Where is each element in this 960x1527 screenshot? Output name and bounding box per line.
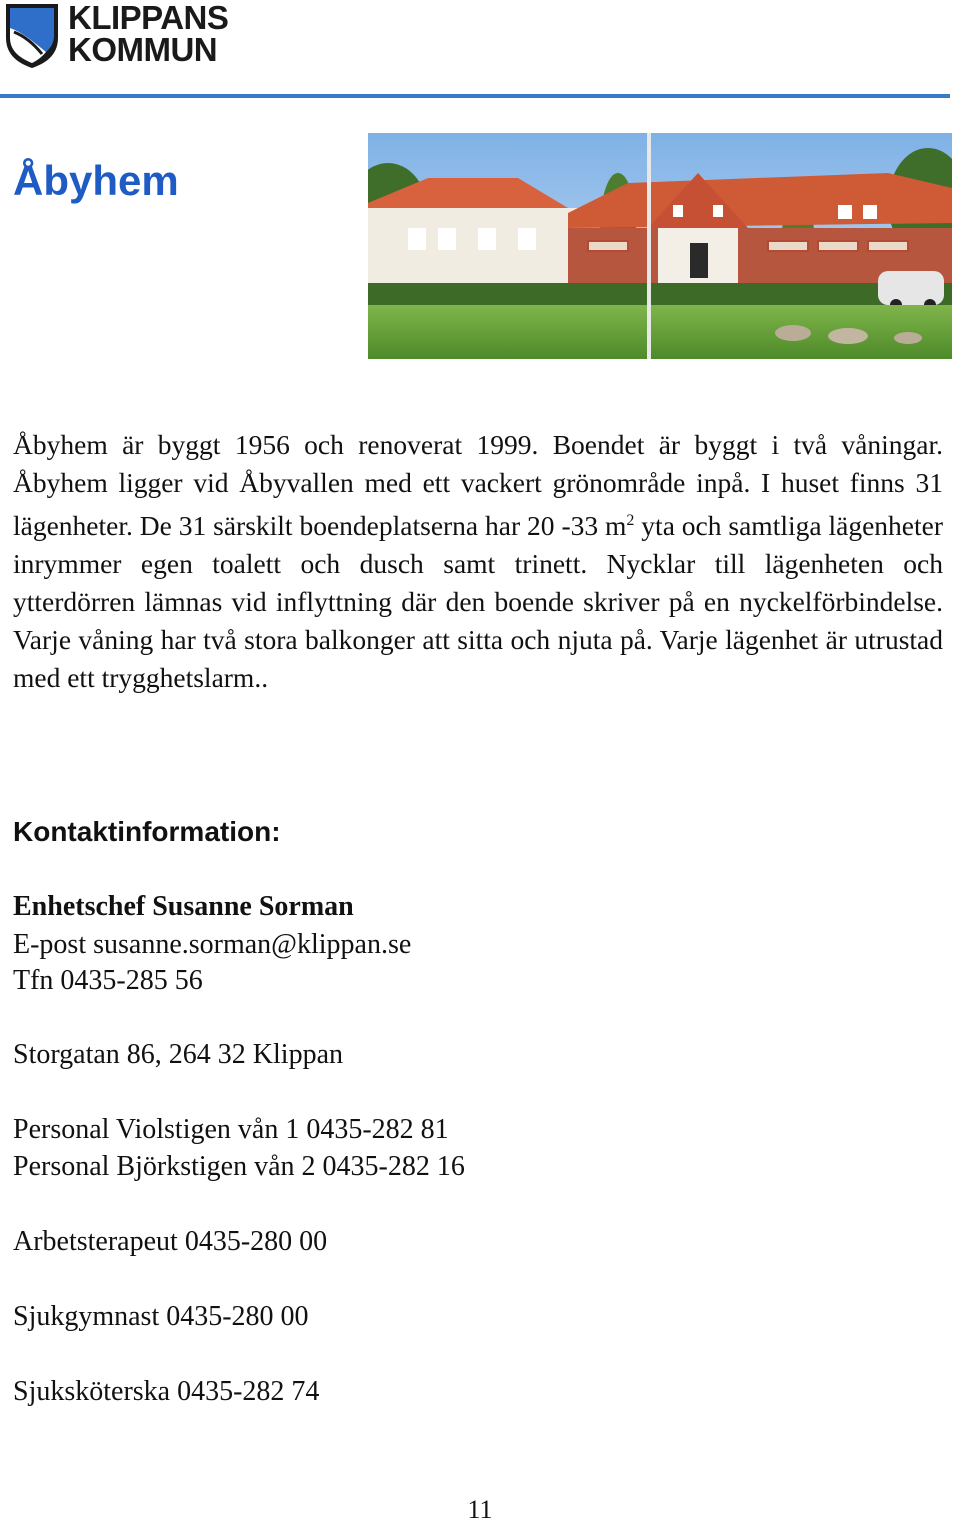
logo-wordmark xyxy=(68,2,228,66)
building-photo-icon xyxy=(368,133,952,359)
klippan-logo xyxy=(4,2,234,74)
superscript-2: 2 xyxy=(626,512,635,529)
logo-line-2: KOMMUN xyxy=(68,31,218,68)
header-divider xyxy=(0,94,950,98)
address-line: Storgatan 86, 264 32 Klippan xyxy=(13,1039,344,1070)
manager-name: Enhetschef Susanne Sorman xyxy=(13,891,354,922)
shield-icon xyxy=(4,2,60,70)
description-part-1: Åbyhem är byggt 1956 och renoverat 1999. Boendet är byggt i två våningar. Åbyhem ligger vid Åbyvallen med ett vackert grönområde inpå. I huset finns 31 lägenheter. De 31 särskilt boendeplatserna har 20 -33 m xyxy=(13,429,943,542)
physiotherapist-line: Sjukgymnast 0435-280 00 xyxy=(13,1301,309,1332)
description-part-2: yta och samtliga lägenheter inrymmer egen toalett och dusch samt trinett. Nycklar till lägenheten och ytterdörren lämnas vid inflyttning där den boende skriver på en nyckelförbindelse. Varje våning har två stora balkonger att sitta och njuta på. Varje lägenhet är utrustad med ett trygghetslarm.. xyxy=(13,510,943,694)
logo-line-1: KLIPPANS xyxy=(68,0,229,36)
description-paragraph xyxy=(13,426,943,697)
email-line[interactable]: E-post susanne.sorman@klippan.se xyxy=(13,929,412,960)
occupational-therapist-line: Arbetsterapeut 0435-280 00 xyxy=(13,1226,328,1257)
nurse-line: Sjuksköterska 0435-282 74 xyxy=(13,1376,320,1407)
contact-heading: Kontaktinformation: xyxy=(13,816,281,847)
page-title: Åbyhem xyxy=(13,157,179,204)
page-number: 11 xyxy=(467,1495,493,1524)
staff-violstigen-line: Personal Violstigen vån 1 0435-282 81 xyxy=(13,1114,449,1145)
staff-bjorkstigen-line: Personal Björkstigen vån 2 0435-282 16 xyxy=(13,1151,465,1182)
building-photo xyxy=(368,133,952,359)
phone-line: Tfn 0435-285 56 xyxy=(13,965,203,996)
